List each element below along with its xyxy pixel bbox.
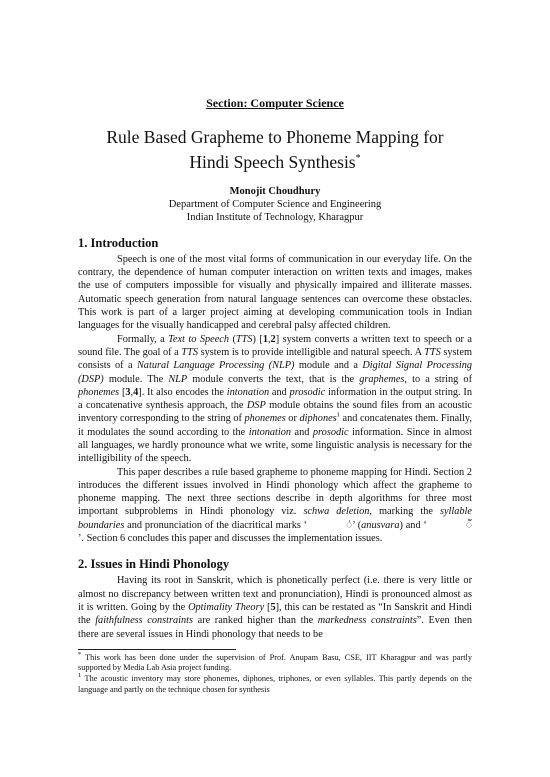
intro-paragraph-2: Formally, a Text to Speech (TTS) [1,2] system converts a written text to speech or a sound file. The goal of a TTS system is to provide intelligible and natural speech. A TTS system consists of a Natural Language Processing (NLP) module and a Digital Signal Processing (DSP) module. The NLP module converts the text, that is the graphemes, to a string of phonemes [3,4]. It also encodes the intonation and prosodic information in the output string. In a concatenative synthesis approach, the DSP module obtains the sound files from an acoustic inventory corresponding to the string of phonemes or diphones$^1$ and concatenates them. Finally, it modulates the sound according to the intonation and prosodic information. Since in almost all languages, we hardly pronounce what we write, some linguistic analysis is necessary for the intelligibility of the speech. [78,333,473,465]
footnote-rule [78,649,236,650]
section-2-heading: 2. Issues in Hindi Phonology [78,557,230,572]
footnote-ref-1: 1 [336,411,340,419]
paper-page [78,96,472,695]
paper-title [78,127,472,173]
section-1-heading: 1. Introduction [78,235,159,250]
title-line-2: Hindi Speech Synthesis [189,151,356,172]
chandrabindu-glyph: ँ [465,519,472,531]
title-footnote-mark: * [355,153,361,164]
affiliation-dept: Department of Computer Science and Engineering [168,198,382,210]
anusvara-glyph: ं [346,519,353,531]
title-line-1: Rule Based Grapheme to Phoneme Mapping for [106,127,444,147]
section-label: Section: Computer Science [206,96,344,110]
footnote-1: * This work has been done under the supervision of Prof. Anupam Basu, CSE, IIT Kharagpur and was partly supported by Media Lab Asia project funding. [78,651,472,673]
issues-paragraph-1: Having its root in Sanskrit, which is phonetically perfect (i.e. there is very little or almost no discrepancy between written text and pronunciation), Hindi is pronounced almost as it is written. Going by the Optimality Theory [5], this can be restated as “In Sanskrit and Hindi the faithfulness constraints are ranked higher than the markedness constraints”. Even then there are several issues in Hindi phonology that needs to be [78,575,472,640]
affiliation-institute: Indian Institute of Technology, Kharagpur [186,211,364,223]
author-name: Monojit Choudhury [229,185,321,197]
intro-paragraph-3: This paper describes a rule based grapheme to phoneme mapping for Hindi. Section 2 introduces the different issues involved in Hindi phonology which affect the grapheme to phoneme mapping. The next three sections describe in depth algorithms for three most important subproblems in Hindi phonology viz. schwa deletion, marking the syllable boundaries and pronunciation of the diacritical marks ‘ ं’ (anusvara) and ‘ ँ’. Section 6 concludes this paper and discusses the implementation issues. [78,466,472,545]
footnote-2: $^1$ The acoustic inventory may store phonemes, diphones, triphones, or even syllables. This partly depends on the language and partly on the technique chosen for synthesis [78,672,472,694]
intro-paragraph-1: Speech is one of the most vital forms of communication in our everyday life. On the contrary, the dependence of human computer interaction on written texts and images, makes the use of computers impossible for visually and physically impaired and illiterate masses. Automatic speech generation from natural language sentences can overcome these obstacles. This work is part of a larger project aiming at developing communication tools in Indian languages for the visually handicapped and cerebral palsy affected children. [78,253,472,332]
